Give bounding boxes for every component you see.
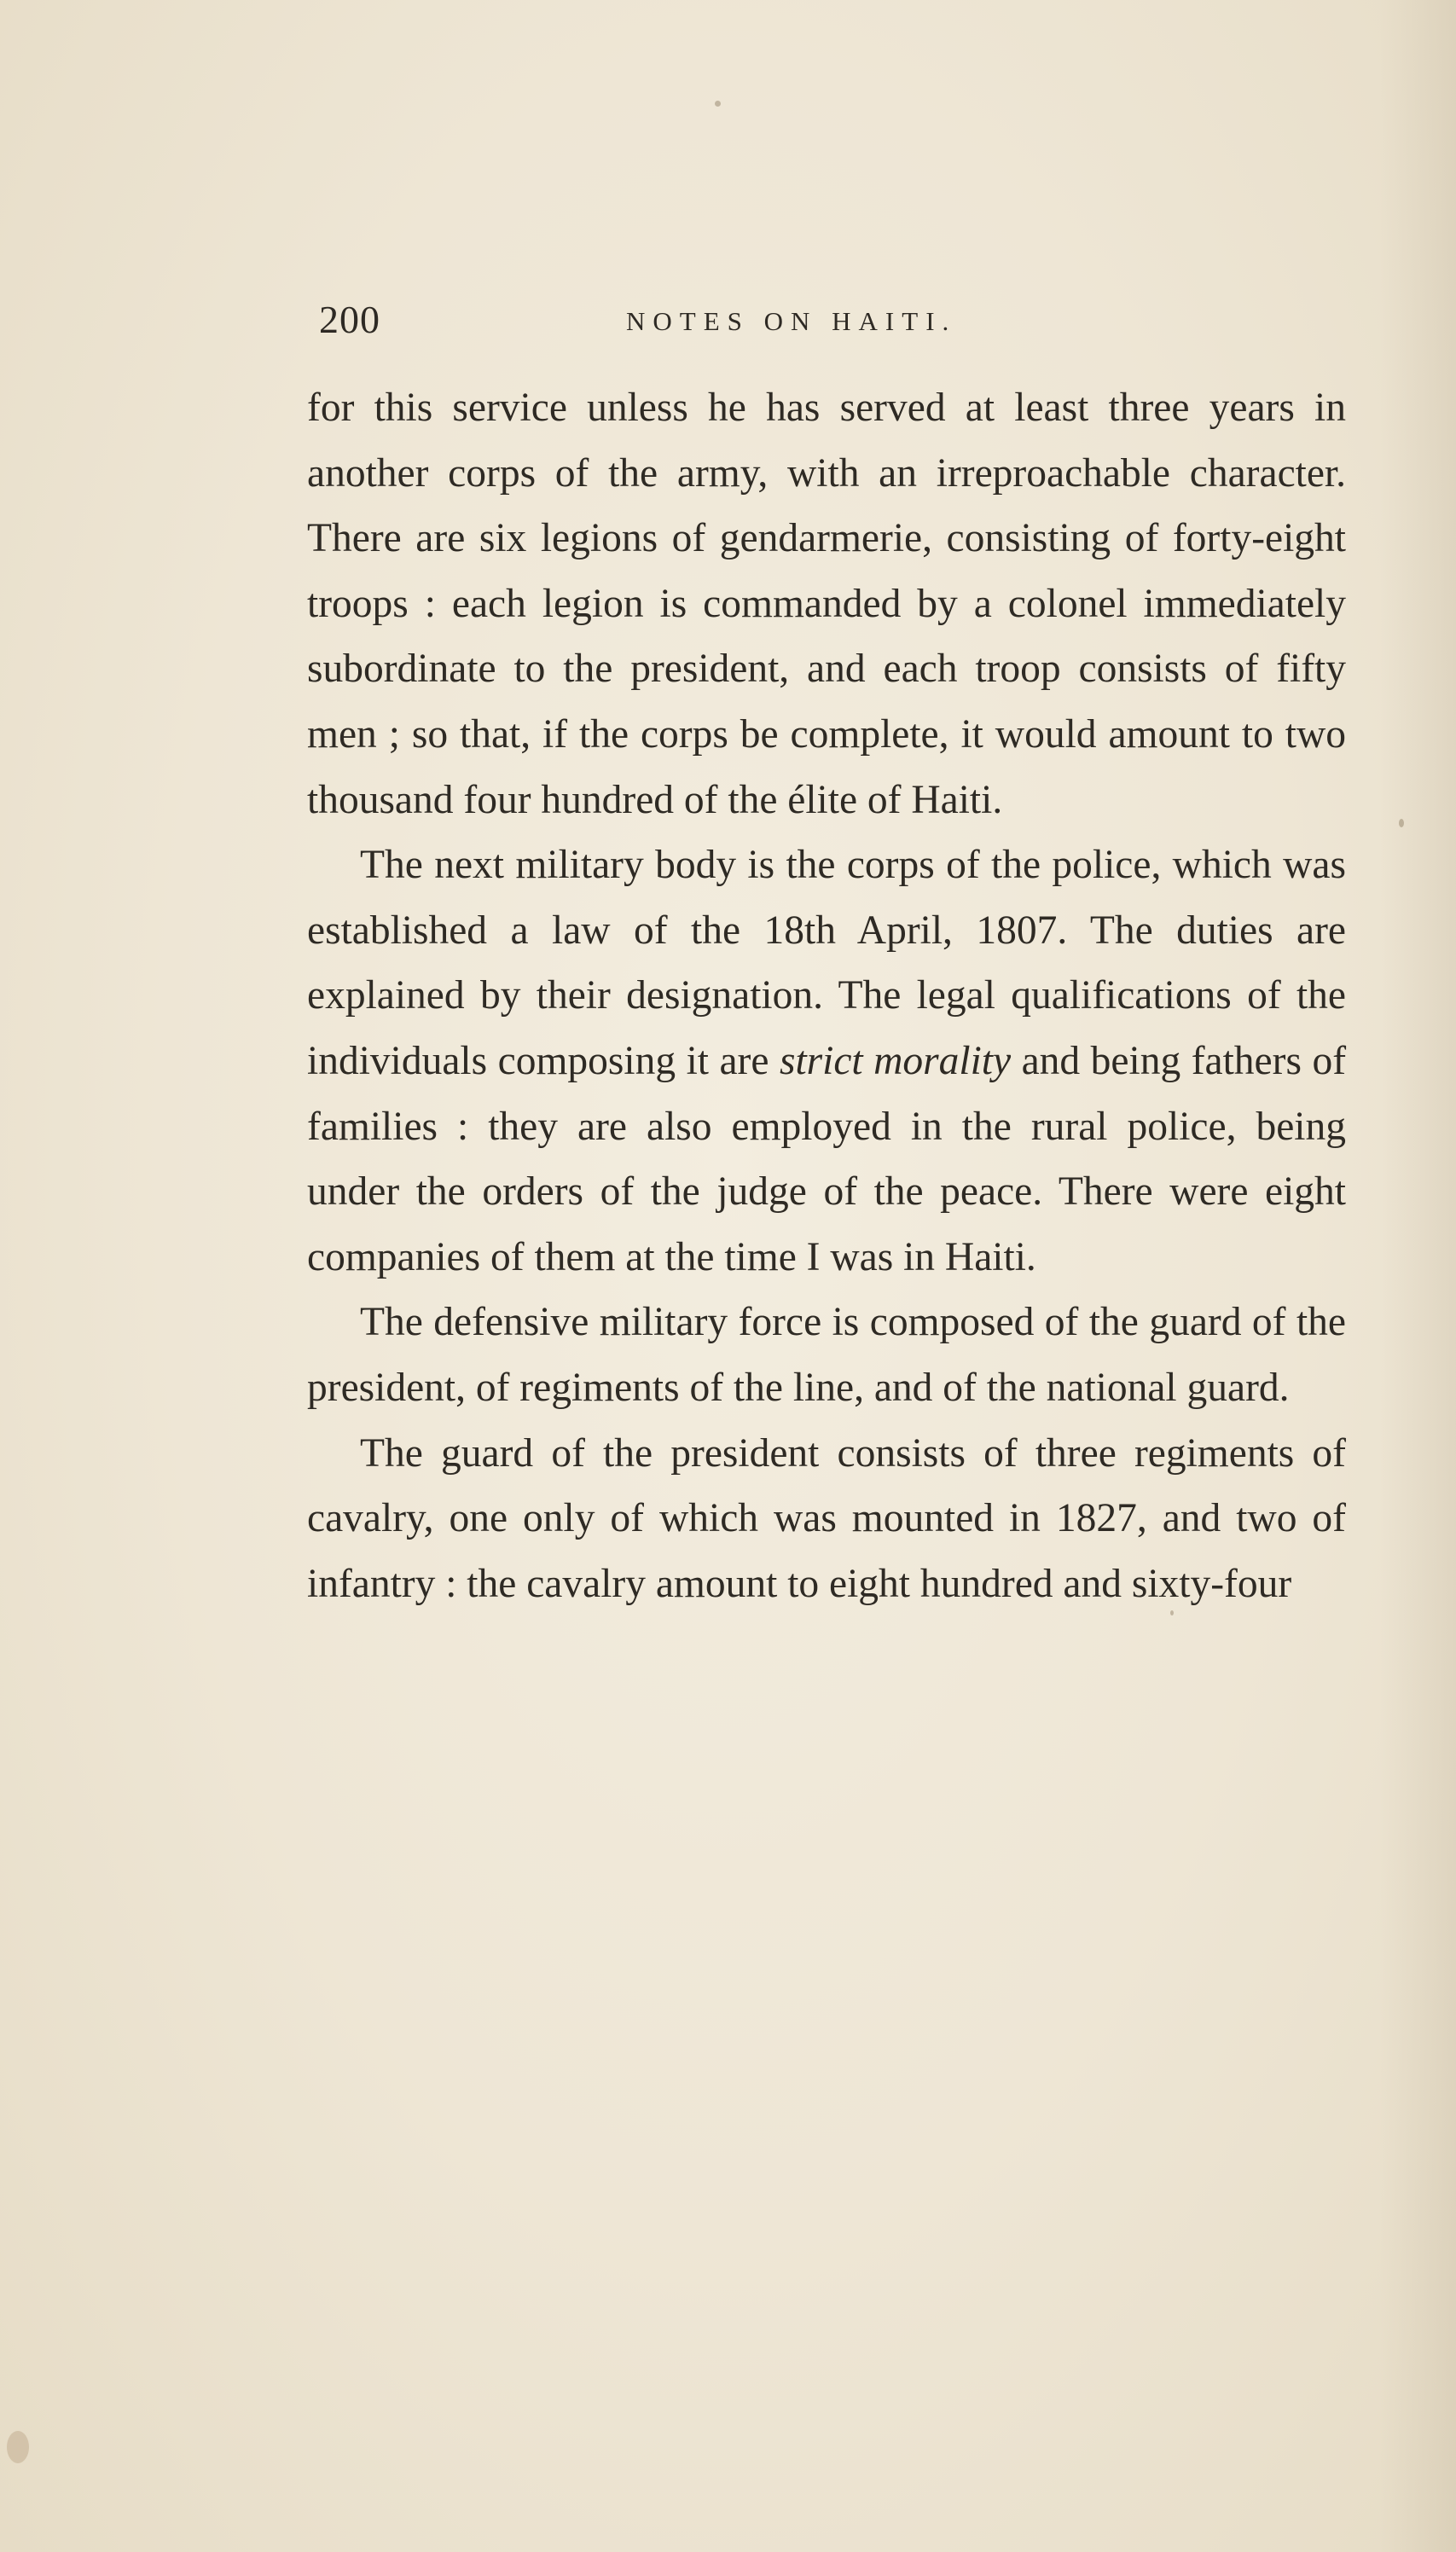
- paragraph-4: The guard of the president consists of three regiments of cavalry, one only of which was mounted in 1827, and two of infantry : the cavalry amount to eight hundred and sixty-four: [307, 1430, 1346, 1606]
- page-header: [319, 290, 1343, 350]
- paragraph-2-text-continued: and being fathers of families : they are also employed in the rural police, being under the orders of the judge of the peace. There were eight companies of them at the time I was in Haiti.: [307, 1038, 1347, 1279]
- paragraph-1: for this service unless he has served at least three years in another corps of the army, with an irreproachable character. There are six legions of gendarmerie, consisting of forty-eight troops : each legion is commanded by a colonel immediately subordinate to the president, and each troop consists of fifty men ; so that, if the corps be complete, it would amount to two thousand four hundred of the élite of Haiti.: [307, 386, 1346, 822]
- italic-phrase: strict morality: [779, 1038, 1012, 1083]
- paragraph-3: The defensive military force is composed of the guard of the president, of regiments of the line, and of the national guard.: [307, 1300, 1346, 1410]
- paper-speck: [7, 2431, 29, 2463]
- paper-speck: [715, 101, 721, 107]
- paragraph-2-text: The next military body is the corps of the police, which was established a law of the 18th April, 1807. The duties are explained by their designation. The legal qualifications of the individuals composing it are: [307, 843, 1346, 1083]
- running-title: NOTES ON HAITI.: [626, 306, 957, 336]
- paper-speck: [1399, 819, 1404, 827]
- page-number: 200: [319, 298, 380, 341]
- body-text: [307, 375, 1346, 1616]
- paragraph-2: [307, 832, 1346, 1290]
